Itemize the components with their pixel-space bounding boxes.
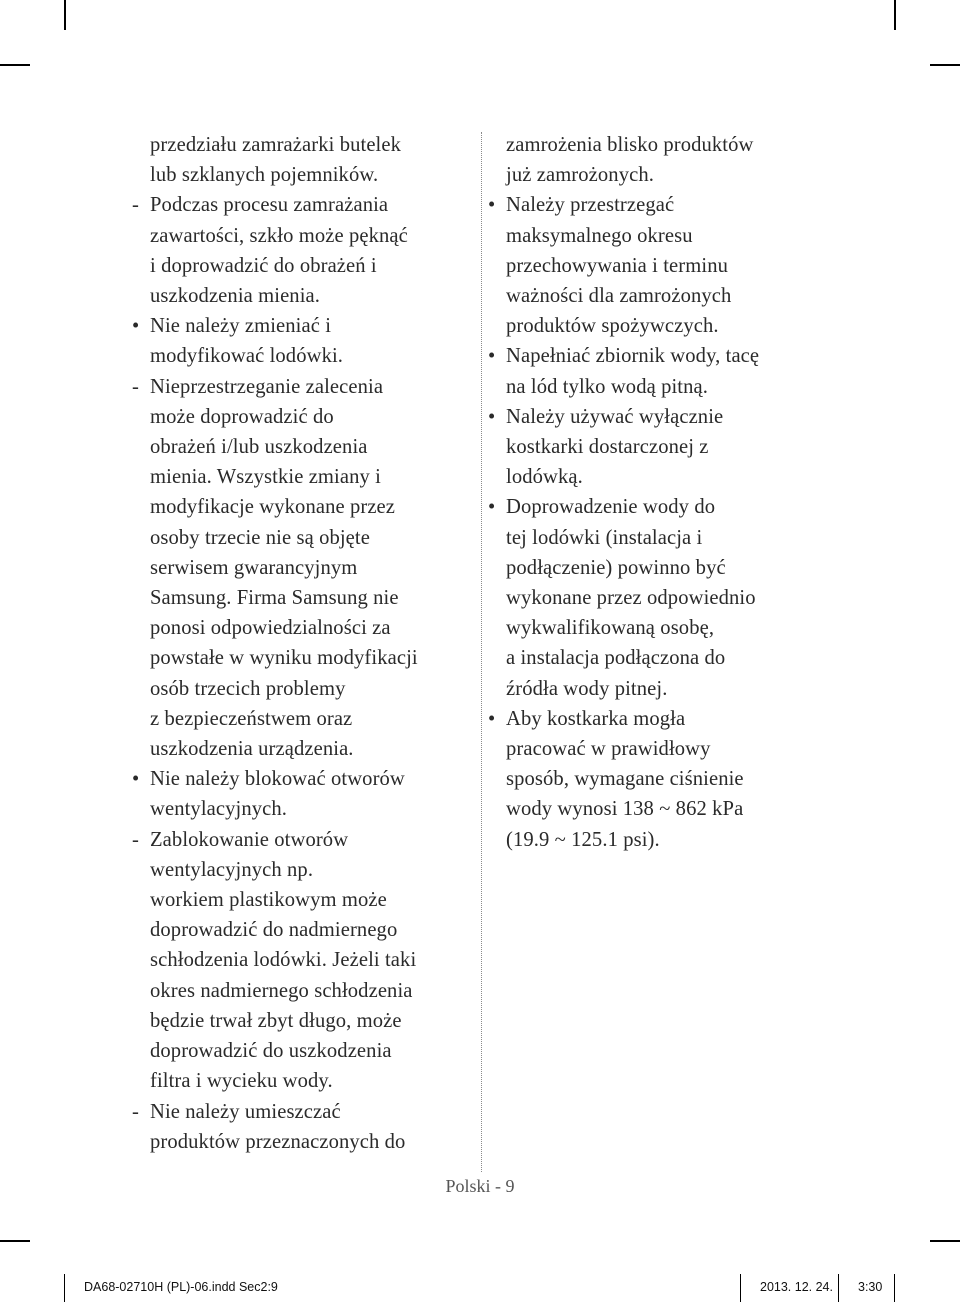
text-line: schłodzenia lodówki. Jeżeli taki: [150, 949, 417, 972]
text-line: sposób, wymagane ciśnienie: [506, 768, 744, 791]
text-line: wykonane przez odpowiednio: [506, 587, 756, 610]
bullet-item: [132, 311, 480, 371]
text-line: podłączenie) powinno być: [506, 556, 726, 579]
text-line: mienia. Wszystkie zmiany i: [150, 466, 381, 489]
bullet-marker: •: [488, 405, 496, 428]
text-line: wentylacyjnych np.: [150, 858, 314, 881]
text-line: Nie należy umieszczać: [150, 1100, 341, 1123]
left-column: [132, 130, 480, 1157]
dash-item: [132, 190, 480, 311]
text-line: filtra i wycieku wody.: [150, 1070, 333, 1093]
text-line: a instalacja podłączona do: [506, 647, 726, 670]
crop-mark: [64, 0, 66, 30]
bullet-marker: •: [488, 707, 496, 730]
slug-time: 3:30: [858, 1280, 883, 1294]
dash-marker: -: [132, 828, 139, 851]
crop-mark: [894, 0, 896, 30]
text-line: Nie należy zmieniać i: [150, 315, 332, 338]
text-line: workiem plastikowym może: [150, 889, 387, 912]
dash-item: [132, 825, 480, 1097]
text-line: Doprowadzenie wody do: [506, 496, 716, 519]
text-line: osoby trzecie nie są objęte: [150, 526, 370, 549]
text-line: modyfikować lodówki.: [150, 345, 344, 368]
crop-mark: [930, 1240, 960, 1242]
text-line: produktów spożywczych.: [506, 315, 719, 338]
slug-divider: [838, 1274, 839, 1302]
text-line: wentylacyjnych.: [150, 798, 288, 821]
text-line: Zablokowanie otworów: [150, 828, 349, 851]
text-line: źródła wody pitnej.: [506, 677, 668, 700]
bullet-marker: •: [132, 768, 140, 791]
text-line: Nieprzestrzeganie zalecenia: [150, 375, 384, 398]
text-line: przechowywania i terminu: [506, 254, 728, 277]
text-line: ważności dla zamrożonych: [506, 285, 732, 308]
text-line: Podczas procesu zamrażania: [150, 194, 389, 217]
crop-mark: [0, 1240, 30, 1242]
dash-item: [132, 372, 480, 765]
text-line: i doprowadzić do obrażeń i: [150, 254, 377, 277]
page-number: Polski - 9: [445, 1176, 515, 1196]
text-line: z bezpieczeństwem oraz: [150, 707, 353, 730]
text-line: ponosi odpowiedzialności za: [150, 617, 391, 640]
text-line: Należy używać wyłącznie: [506, 405, 724, 428]
text-line: doprowadzić do nadmiernego: [150, 919, 398, 942]
paragraph: [506, 130, 826, 190]
text-line: będzie trwał zbyt długo, może: [150, 1009, 402, 1032]
dash-marker: -: [132, 1100, 139, 1123]
bullet-item: [488, 492, 826, 703]
bullet-item: [488, 341, 826, 401]
text-line: lodówką.: [506, 466, 583, 489]
column-divider: [481, 132, 482, 1172]
text-line: osób trzecich problemy: [150, 677, 346, 700]
text-line: pracować w prawidłowy: [506, 738, 711, 761]
text-line: Nie należy blokować otworów: [150, 768, 405, 791]
text-line: może doprowadzić do: [150, 405, 334, 428]
text-line: okres nadmiernego schłodzenia: [150, 979, 413, 1002]
bullet-item: [132, 764, 480, 824]
bullet-item: [488, 704, 826, 855]
dash-marker: -: [132, 194, 139, 217]
text-line: już zamrożonych.: [506, 164, 654, 187]
text-line: obrażeń i/lub uszkodzenia: [150, 436, 368, 459]
text-line: serwisem gwarancyjnym: [150, 556, 358, 579]
text-line: maksymalnego okresu: [506, 224, 693, 247]
text-line: wykwalifikowaną osobę,: [506, 617, 715, 640]
bullet-marker: •: [488, 194, 496, 217]
text-line: wody wynosi 138 ~ 862 kPa: [506, 798, 744, 821]
bullet-marker: •: [132, 315, 140, 338]
text-line: Samsung. Firma Samsung nie: [150, 587, 399, 610]
text-line: uszkodzenia mienia.: [150, 285, 321, 308]
text-line: zawartości, szkło może pęknąć: [150, 224, 408, 247]
slug-file: DA68-02710H (PL)-06.indd Sec2:9: [84, 1280, 278, 1294]
text-line: (19.9 ~ 125.1 psi).: [506, 828, 660, 851]
text-line: lub szklanych pojemników.: [150, 164, 379, 187]
dash-item: [132, 1097, 480, 1157]
slug-date: 2013. 12. 24.: [760, 1280, 833, 1294]
bullet-marker: •: [488, 345, 496, 368]
crop-mark: [0, 64, 30, 66]
text-line: tej lodówki (instalacja i: [506, 526, 703, 549]
text-line: na lód tylko wodą pitną.: [506, 375, 709, 398]
slug-divider: [894, 1274, 895, 1302]
bullet-item: [488, 402, 826, 493]
text-line: doprowadzić do uszkodzenia: [150, 1040, 392, 1063]
text-line: Aby kostkarka mogła: [506, 707, 686, 730]
text-line: produktów przeznaczonych do: [150, 1130, 406, 1153]
text-line: kostkarki dostarczonej z: [506, 436, 709, 459]
text-line: przedziału zamrażarki butelek: [150, 134, 402, 156]
text-line: modyfikacje wykonane przez: [150, 496, 396, 519]
right-column: [488, 130, 826, 855]
text-line: powstałe w wyniku modyfikacji: [150, 647, 418, 670]
slug-divider: [740, 1274, 741, 1302]
bullet-marker: •: [488, 496, 496, 519]
text-line: uszkodzenia urządzenia.: [150, 738, 354, 761]
bullet-item: [488, 190, 826, 341]
text-line: Należy przestrzegać: [506, 194, 675, 217]
paragraph: [150, 130, 480, 190]
crop-mark: [930, 64, 960, 66]
slug-divider: [64, 1274, 65, 1302]
dash-marker: -: [132, 375, 139, 398]
text-line: Napełniać zbiornik wody, tacę: [506, 345, 760, 368]
text-line: zamrożenia blisko produktów: [506, 134, 754, 156]
